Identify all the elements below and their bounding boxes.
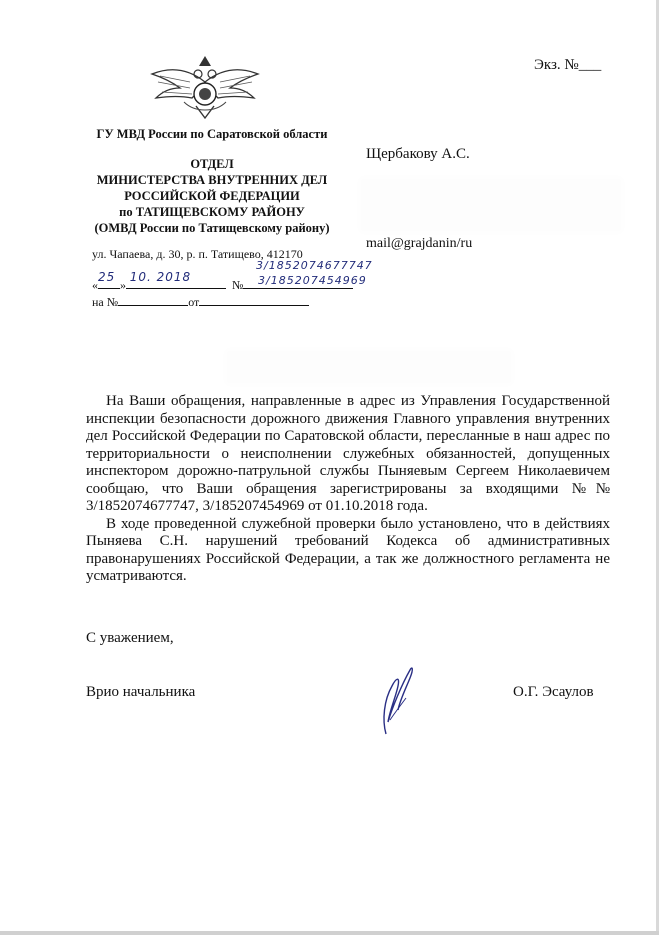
letterhead-dept-abbrev: (ОМВД России по Татищевскому району) [94,221,330,235]
letterhead [78,126,346,236]
emblem-icon [150,52,260,122]
letterhead-dept-line: МИНИСТЕРСТВА ВНУТРЕННИХ ДЕЛ [96,173,328,187]
letterhead-organization: ГУ МВД России по Саратовской области [96,127,328,141]
copy-number: Экз. №___ [534,57,602,73]
letterhead-dept-line: РОССИЙСКОЙ ФЕДЕРАЦИИ [124,189,300,203]
reference-from: от [188,295,200,309]
closing-phrase: С уважением, [86,630,174,646]
reference-date-underline [199,293,309,306]
body-paragraph: На Ваши обращения, направленные в адрес из Управления Государственной инспекции безопасности дорожного движения Главного управления внутренних дел Российской Федерации по Саратовской области, пересланные в наш адрес по территориальности о неисполнении служебных обязанностей, допущенных инспектором дорожно-патрульной службы Пыняевым Сергеем Николаевичем сообщаю, что Ваши обращения зарегистрированы за входящими №№ 3/1852074677747, 3/185207454969 от 01.10.2018 года. [86,393,610,514]
body-paragraph: В ходе проведенной служебной проверки было установлено, что в действиях Пыняева С.Н. нарушений требований Кодекса об административных правонарушениях Российской Федерации, а так же должностного регламента не усматриваются. [86,515,610,584]
letterhead-dept-line: по ТАТИЩЕВСКОМУ РАЙОНУ [119,205,305,219]
letterhead-address: ул. Чапаева, д. 30, р. п. Татищево, 412170 [92,247,303,261]
recipient-name: Щербакову А.С. [366,146,470,162]
redacted-address [362,180,620,230]
page-edge-bottom [0,931,659,935]
handwritten-month-year: 10. 2018 [129,270,192,284]
date-open-quote: « [92,278,98,292]
handwritten-day: 25 [98,270,116,284]
reference-prefix: на № [92,295,119,309]
redacted-title [228,352,510,382]
letter-body [86,393,610,586]
reference-line [92,293,309,310]
handwritten-date [98,270,191,284]
handwritten-number-2: 3/185207454969 [258,274,367,287]
recipient-email: mail@grajdanin/ru [366,236,473,251]
letterhead-dept-line: ОТДЕЛ [190,157,234,171]
number-prefix: № [232,278,244,292]
signature-icon [372,660,422,740]
signer-position: Врио начальника [86,684,196,700]
handwritten-number-1: 3/185207467​7747 [256,259,373,272]
date-close-quote: » [120,278,126,292]
reference-number-underline [118,293,188,306]
signer-name: О.Г. Эсаулов [513,684,594,700]
